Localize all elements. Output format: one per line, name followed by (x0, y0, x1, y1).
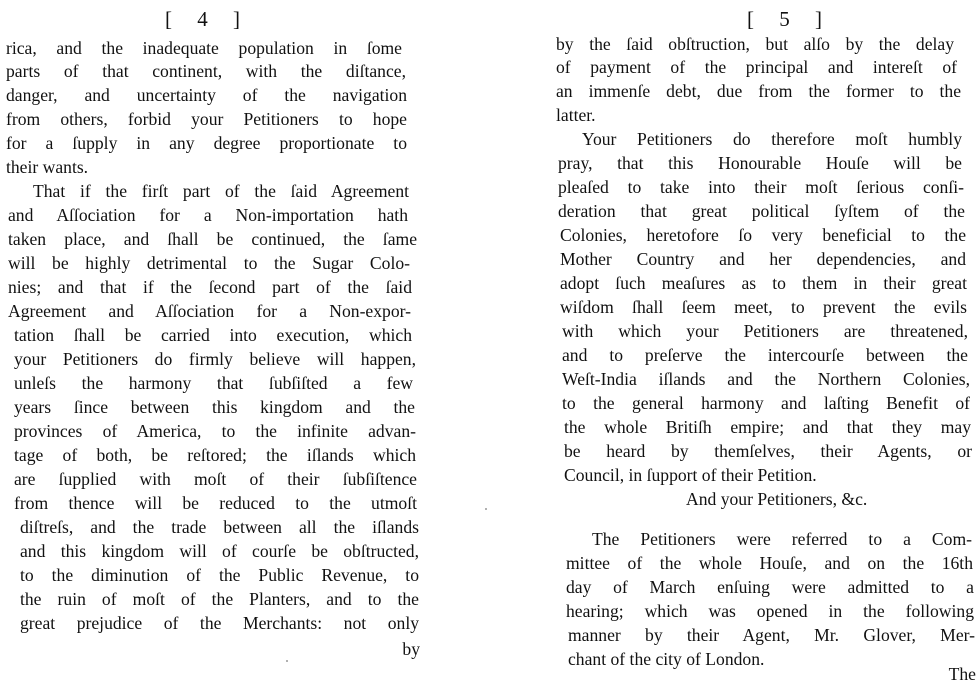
text-line: tation ſhall be carried into execution, which (14, 325, 412, 345)
text-line: The Petitioners were referred to a Com- (592, 529, 972, 549)
text-line: and this kingdom will of courſe be obſtructed, (20, 541, 419, 561)
text-line: and Aſſociation for a Non-importation hath (8, 205, 408, 225)
text-line: That if the firſt part of the ſaid Agreement (33, 181, 409, 201)
text-line: are ſupplied with moſt of their ſubſiſtence (14, 469, 417, 489)
text-line: the ruin of moſt of the Planters, and to the (20, 589, 419, 609)
text-line: Council, in ſupport of their Petition. (564, 465, 817, 485)
left-page-number: [ 4 ] (165, 7, 250, 31)
text-line: will be highly detrimental to the Sugar Colo- (8, 253, 410, 273)
text-line: parts of that continent, with the diſtance, (6, 61, 406, 81)
text-line: Your Petitioners do therefore moſt humbly (582, 129, 962, 149)
text-line: pray, that this Honourable Houſe will be (558, 153, 962, 173)
text-line: and to preſerve the intercourſe between the (562, 345, 968, 365)
speck-mark (485, 508, 487, 510)
text-line: your Petitioners do firmly believe will happen, (14, 349, 416, 369)
text-line: adopt ſuch meaſures as to them in their great (560, 273, 967, 293)
closing-line: And your Petitioners, &c. (686, 489, 868, 509)
text-line: to the diminution of the Public Revenue, to (20, 565, 419, 585)
catchword: The (948, 664, 976, 684)
text-line: years ſince between this kingdom and the (14, 397, 415, 417)
text-line: tage of both, be reſtored; the iſlands which (14, 445, 416, 465)
right-page-number: [ 5 ] (747, 7, 832, 31)
speck-mark (286, 660, 288, 662)
text-line: from others, forbid your Petitioners to hope (6, 109, 407, 129)
text-line: to the general harmony and laſting Benefit of (562, 393, 970, 413)
catchword: by (402, 639, 420, 659)
text-line: rica, and the inadequate population in ſome (6, 38, 402, 58)
text-line: Colonies, heretofore ſo very beneficial to the (560, 225, 966, 245)
text-line: nies; and that if the ſecond part of the ſaid (8, 277, 412, 297)
text-line: by the ſaid obſtruction, but alſo by the delay (556, 34, 954, 54)
text-line: Weſt-India iſlands and the Northern Colonies, (562, 369, 970, 389)
text-line: mittee of the whole Houſe, and on the 16th (566, 553, 973, 573)
text-line: Mother Country and her dependencies, and (560, 249, 966, 269)
text-line: great prejudice of the Merchants: not only (20, 613, 419, 633)
text-line: of payment of the principal and intereſt of (556, 57, 957, 77)
text-line: pleaſed to take into their moſt ſerious conſi- (558, 177, 964, 197)
text-line: Agreement and Aſſociation for a Non-expor- (8, 301, 411, 321)
right-page (490, 0, 980, 687)
text-line: be heard by themſelves, their Agents, or (564, 441, 972, 461)
text-line: provinces of America, to the infinite advan- (14, 421, 416, 441)
text-line: wiſdom ſhall ſeem meet, to prevent the evils (560, 297, 967, 317)
text-line: latter. (556, 105, 596, 125)
text-line: for a ſupply in any degree proportionate to (6, 133, 407, 153)
text-line: their wants. (6, 157, 89, 177)
text-line: with which your Petitioners are threatened, (562, 321, 968, 341)
text-line: manner by their Agent, Mr. Glover, Mer- (568, 625, 975, 645)
text-line: an immenſe debt, due from the former to the (556, 81, 961, 101)
text-line: from thence will be reduced to the utmoſt (14, 493, 417, 513)
text-line: hearing; which was opened in the following (566, 601, 974, 621)
left-page (0, 0, 470, 687)
text-line: danger, and uncertainty of the navigation (6, 85, 407, 105)
text-line: the whole Britiſh empire; and that they may (564, 417, 971, 437)
text-line: day of March enſuing were admitted to a (566, 577, 974, 597)
text-line: taken place, and ſhall be continued, the ſame (8, 229, 417, 249)
text-line: chant of the city of London. (568, 649, 765, 669)
text-line: unleſs the harmony that ſubſiſted a few (14, 373, 413, 393)
text-line: deration that great political ſyſtem of the (558, 201, 965, 221)
text-line: diſtreſs, and the trade between all the iſlands (20, 517, 419, 537)
